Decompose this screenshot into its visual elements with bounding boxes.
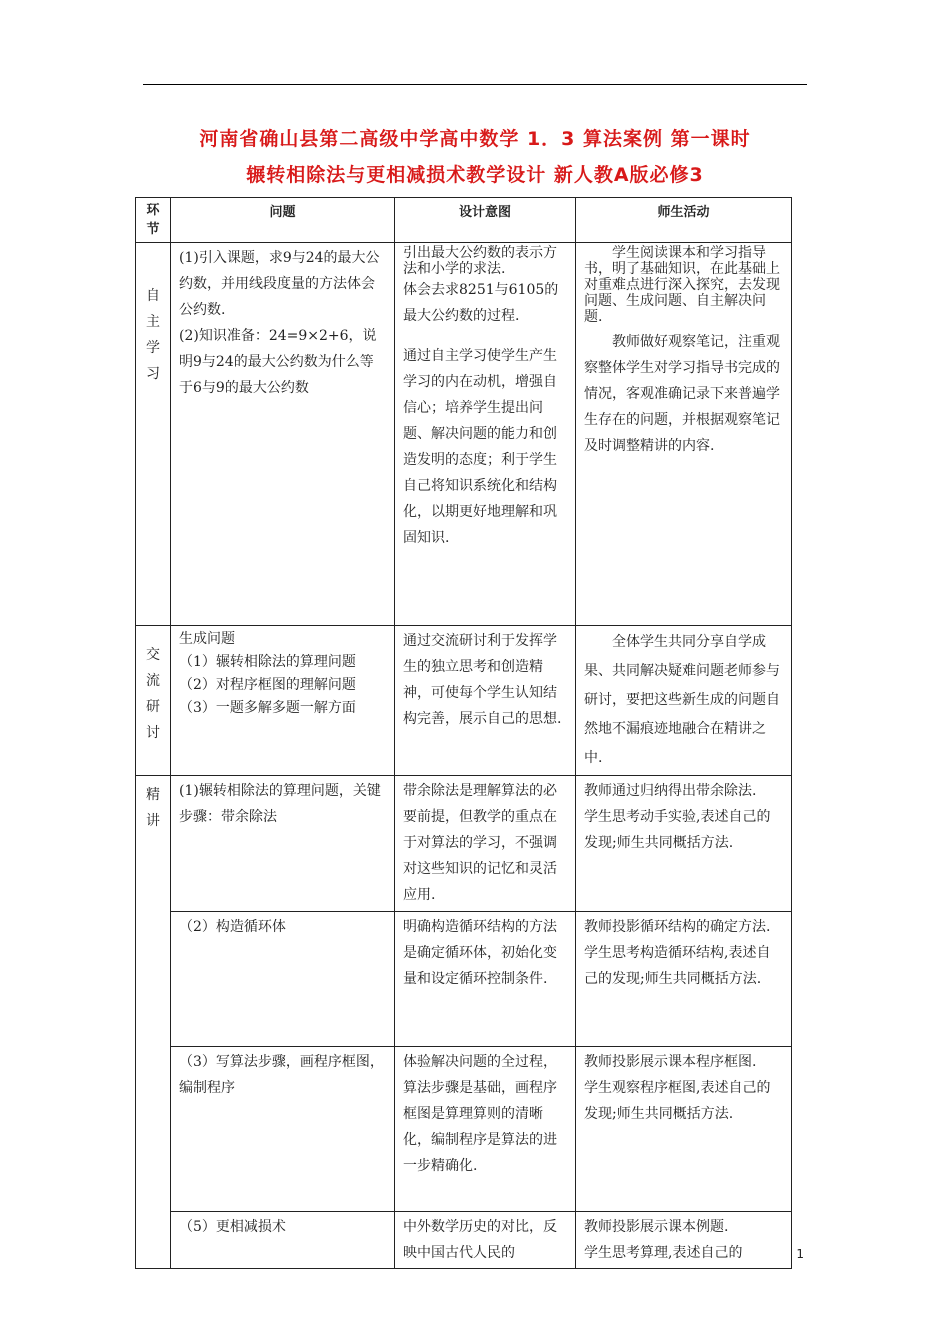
stage-lecture: 精 讲 <box>136 776 171 1269</box>
table-row <box>136 776 792 912</box>
stage-self-study: 自 主 学 习 <box>136 243 171 626</box>
table-row <box>136 626 792 776</box>
intent-cell: 体验解决问题的全过程，算法步骤是基础，画程序框图是算理算则的清晰化，编制程序是算法的进一步精确化. <box>395 1047 576 1212</box>
question-cell: （3）写算法步骤，画程序框图，编制程序 <box>171 1047 395 1212</box>
table-header-row <box>136 198 792 243</box>
question-cell: (1)引入课题，求9与24的最大公约数，并用线段度量的方法体会公约数. (2)知识准备：24=9×2+6，说明9与24的最大公约数为什么等于6与9的最大公约数 <box>171 243 395 626</box>
table-row <box>136 243 792 626</box>
table-row <box>136 1212 792 1269</box>
header-intent: 设计意图 <box>395 198 576 243</box>
intent-cell: 明确构造循环结构的方法是确定循环体，初始化变量和设定循环控制条件. <box>395 912 576 1047</box>
question-cell: （5）更相减损术 <box>171 1212 395 1269</box>
lesson-design-table <box>135 197 792 1269</box>
activity-cell: 教师投影展示课本例题. 学生思考算理,表述自己的 <box>576 1212 792 1269</box>
activity-cell: 学生阅读课本和学习指导书，明了基础知识，在此基础上对重难点进行深入探究，去发现问题、生成问题、自主解决问题. 教师做好观察笔记，注重观察整体学生对学习指导书完成的情况，客观准确记录下来普遍学生存在的问题，并根据观察笔记及时调整精讲的内容. <box>576 243 792 626</box>
header-stage: 环 节 <box>136 198 171 243</box>
table-row <box>136 912 792 1047</box>
question-cell: （2）构造循环体 <box>171 912 395 1047</box>
intent-cell: 通过交流研讨利于发挥学生的独立思考和创造精神，可使每个学生认知结构完善，展示自己的思想. <box>395 626 576 776</box>
document-title-line2: 辗转相除法与更相减损术教学设计 新人教A版必修3 <box>246 164 704 186</box>
activity-cell: 教师通过归纳得出带余除法. 学生思考动手实验,表述自己的发现;师生共同概括方法. <box>576 776 792 912</box>
page-number: 1 <box>796 1247 804 1261</box>
document-title-line1: 河南省确山县第二高级中学高中数学 1．3 算法案例 第一课时 <box>199 128 751 150</box>
activity-cell: 教师投影展示课本程序框图. 学生观察程序框图,表述自己的发现;师生共同概括方法. <box>576 1047 792 1212</box>
intent-cell: 引出最大公约数的表示方法和小学的求法. 体会去求8251与6105的最大公约数的过程. 通过自主学习使学生产生学习的内在动机，增强自信心；培养学生提出问题、解决问题的能力和创造发明的态度；利于学生自己将知识系统化和结构化，以期更好地理解和巩固知识. <box>395 243 576 626</box>
activity-cell: 教师投影循环结构的确定方法. 学生思考构造循环结构,表述自己的发现;师生共同概括方法. <box>576 912 792 1047</box>
header-question: 问题 <box>171 198 395 243</box>
intent-cell: 中外数学历史的对比，反映中国古代人民的 <box>395 1212 576 1269</box>
question-cell: 生成问题 （1）辗转相除法的算理问题 （2）对程序框图的理解问题 （3）一题多解多题一解方面 <box>171 626 395 776</box>
stage-discussion: 交 流 研 讨 <box>136 626 171 776</box>
activity-cell: 全体学生共同分享自学成果、共同解决疑难问题老师参与研讨，要把这些新生成的问题自然地不漏痕迹地融合在精讲之中. <box>576 626 792 776</box>
question-cell: (1)辗转相除法的算理问题，关键步骤：带余除法 <box>171 776 395 912</box>
intent-cell: 带余除法是理解算法的必要前提，但教学的重点在于对算法的学习，不强调对这些知识的记忆和灵活应用. <box>395 776 576 912</box>
table-row <box>136 1047 792 1212</box>
header-rule <box>143 84 807 85</box>
header-activity: 师生活动 <box>576 198 792 243</box>
